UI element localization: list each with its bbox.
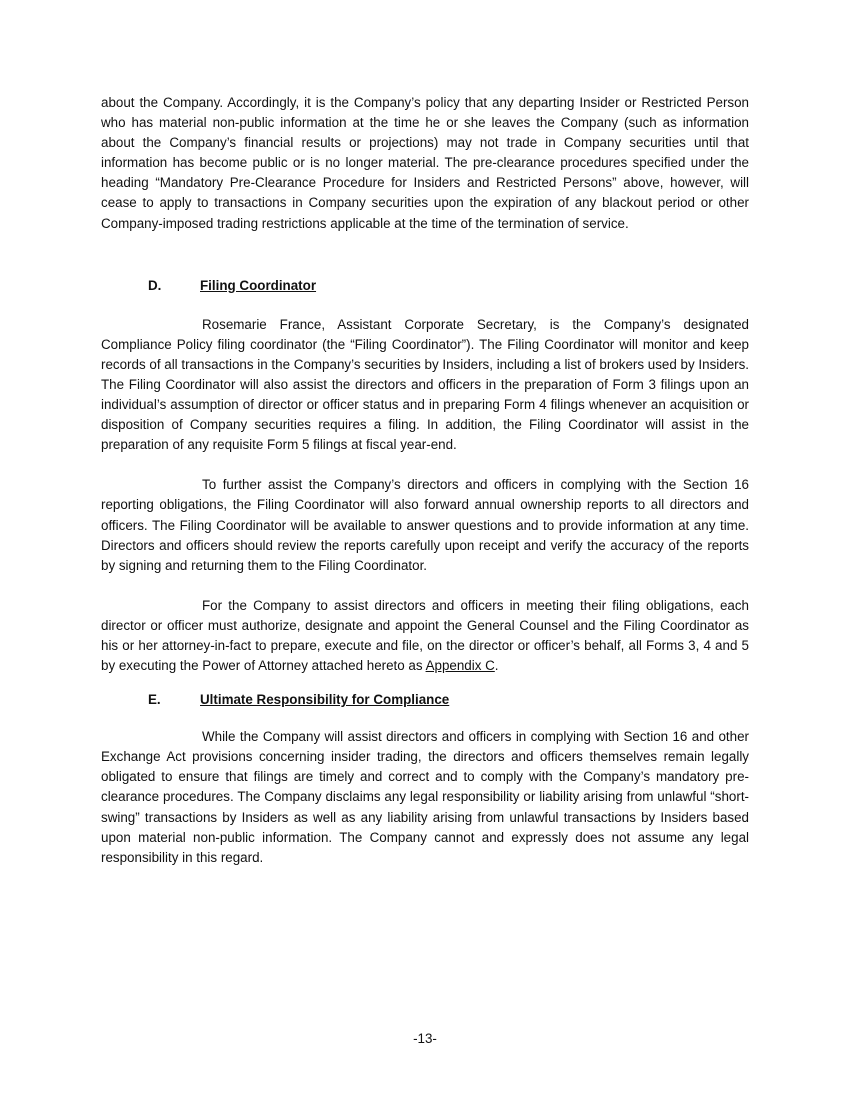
filing-coordinator-paragraph-2: To further assist the Company’s directors and officers in complying with the Section 16 reporting obligations, the Filing Coordinator will also forward annual ownership reports to all directors and officers. The Filing Coordinator will be available to answer questions and to provide information at any time. Directors and officers should review the reports carefully upon receipt and verify the accuracy of the reports by signing and returning them to the Filing Coordinator.: [101, 477, 749, 573]
page-number: -13-: [413, 1031, 437, 1046]
section-d-letter: D.: [148, 277, 162, 293]
section-e-letter: E.: [148, 692, 161, 708]
filing-coordinator-paragraph-3: [101, 596, 749, 676]
filing-coordinator-paragraph-1: Rosemarie France, Assistant Corporate Secretary, is the Company’s designated Compliance Policy filing coordinator (the “Filing Coordinator”). The Filing Coordinator will monitor and keep records of all transactions in the Company’s securities by Insiders, including a list of brokers used by Insiders. The Filing Coordinator will also assist the directors and officers in the preparation of Form 3 filings upon an individual’s assumption of director or officer status and in preparing Form 4 filings whenever an acquisition or disposition of Company securities requires a filing. In addition, the Filing Coordinator will assist in the preparation of any requisite Form 5 filings at fiscal year-end.: [101, 316, 750, 453]
appendix-c-reference: Appendix C: [425, 658, 495, 674]
paragraph-3-text: For the Company to assist directors and officers in meeting their filing obligations, each director or officer must authorize, designate and appoint the General Counsel and the Filing Coordinator as his or her attorney-in-fact to prepare, execute and file, on the director or officer’s behalf, all Forms 3, 4 and 5 by executing the Power of Attorney attached hereto as: [101, 597, 749, 674]
section-d-title: Filing Coordinator: [200, 277, 317, 293]
paragraph-3-end: .: [494, 658, 499, 674]
section-e-heading: [101, 690, 749, 710]
intro-paragraph: about the Company. Accordingly, it is the Company’s policy that any departing Insider or Restricted Person who has material non-public information at the time he or she leaves the Company (such as information about the Company’s financial results or projections) may not trade in Company securities until that information has become public or is no longer material. The pre-clearance procedures specified under the heading “Mandatory Pre-Clearance Procedure for Insiders and Restricted Persons” above, however, will cease to apply to transactions in Company securities upon the expiration of any blackout period or other Company-imposed trading restrictions applicable at the time of the termination of service.: [101, 95, 749, 231]
section-d-heading: [101, 276, 749, 296]
section-e-title: Ultimate Responsibility for Compliance: [200, 692, 450, 708]
document-page: [101, 93, 749, 868]
compliance-paragraph: While the Company will assist directors and officers in complying with Section 16 and other Exchange Act provisions concerning insider trading, the directors and officers themselves remain legally obligated to ensure that filings are timely and correct and to comply with the Company’s mandatory pre-clearance procedures. The Company disclaims any legal responsibility or liability arising from unlawful “short-swing” transactions by Insiders as well as any liability arising from unlawful transactions by Insiders based upon material non-public information. The Company cannot and expressly does not assume any legal responsibility in this regard.: [101, 729, 749, 865]
